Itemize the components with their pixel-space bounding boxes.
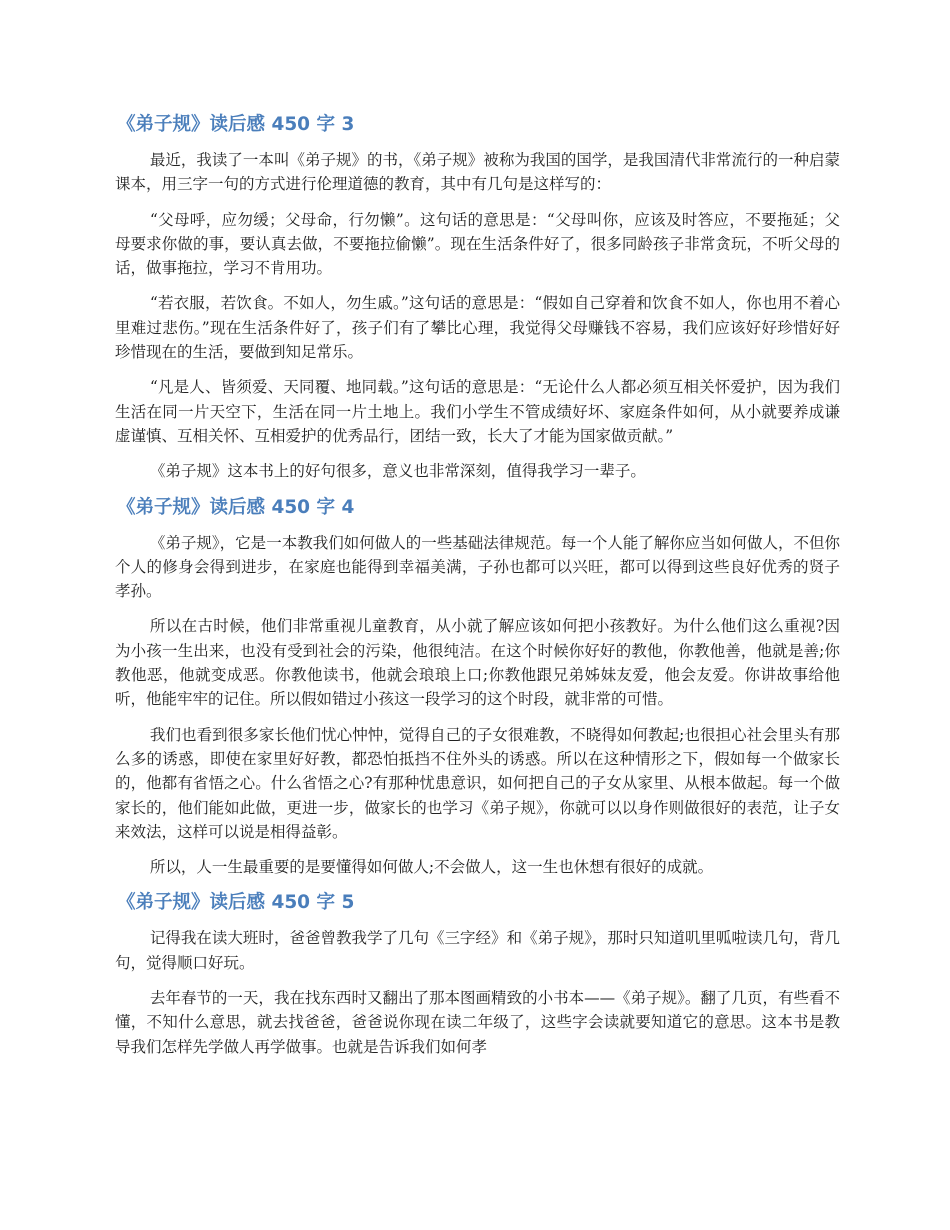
section-title: 《弟子规》读后感 450 字 5 <box>117 892 355 914</box>
paragraph: 我们也看到很多家长他们忧心忡忡，觉得自己的子女很难教，不晓得如何教起;也很担心社会里头有那么多的诱惑，即使在家里好好教，都恐怕抵挡不住外头的诱惑。所以在这种情形之下，假如每一个做家长的，他都有省悟之心。什么省悟之心?有那种忧患意识，如何把自己的子女从家里、从根本做起。每一个做家长的，他们能如此做，更进一步，做家长的也学习《弟子规》，你就可以以身作则做很好的表范，让子女来效法，这样可以说是相得益彰。 <box>115 725 840 841</box>
section-title: 《弟子规》读后感 450 字 3 <box>117 114 355 135</box>
essay-section-4 <box>115 495 840 880</box>
essay-section-3 <box>115 112 840 484</box>
paragraph: 记得我在读大班时，爸爸曾教我学了几句《三字经》和《弟子规》，那时只知道叽里呱啦读几句，背几句，觉得顺口好玩。 <box>115 929 840 972</box>
paragraph: 最近，我读了一本叫《弟子规》的书，《弟子规》被称为我国的国学，是我国清代非常流行的一种启蒙课本，用三字一句的方式进行伦理道德的教育，其中有几句是这样写的： <box>115 151 840 194</box>
paragraph: 《弟子规》这本书上的好句很多，意义也非常深刻，值得我学习一辈子。 <box>149 462 646 481</box>
paragraph: “凡是人、皆须爱、天同覆、地同载。”这句话的意思是：“无论什么人都必须互相关怀爱护，因为我们生活在同一片天空下，生活在同一片土地上。我们小学生不管成绩好坏、家庭条件如何，从小就要养成谦虚谨慎、互相关怀、互相爱护的优秀品行，团结一致，长大了才能为国家做贡献。” <box>115 378 840 445</box>
paragraph: 去年春节的一天，我在找东西时又翻出了那本图画精致的小书本——《弟子规》。翻了几页，有些看不懂，不知什么意思，就去找爸爸，爸爸说你现在读二年级了，这些字会读就要知道它的意思。这本书是教导我们怎样先学做人再学做事。也就是告诉我们如何孝 <box>115 989 840 1056</box>
paragraph: “若衣服，若饮食。不如人，勿生戚。”这句话的意思是：“假如自己穿着和饮食不如人，你也用不着心里难过悲伤。”现在生活条件好了，孩子们有了攀比心理，我觉得父母赚钱不容易，我们应该好好珍惜好好珍惜现在的生活，要做到知足常乐。 <box>115 294 840 362</box>
essay-section-5 <box>115 890 840 1058</box>
paragraph: 所以，人一生最重要的是要懂得如何做人;不会做人，这一生也休想有很好的成就。 <box>149 858 714 877</box>
section-title: 《弟子规》读后感 450 字 4 <box>117 496 355 518</box>
paragraph: 《弟子规》，它是一本教我们如何做人的一些基础法律规范。每一个人能了解你应当如何做人，不但你个人的修身会得到进步，在家庭也能得到幸福美满，子孙也都可以兴旺，都可以得到这些良好优秀的贤子孝孙。 <box>115 533 840 601</box>
paragraph: “父母呼，应勿缓；父母命，行勿懒”。这句话的意思是：“父母叫你，应该及时答应，不要拖延；父母要求你做的事，要认真去做，不要拖拉偷懒”。现在生活条件好了，很多同龄孩子非常贪玩，不听父母的话，做事拖拉，学习不肯用功。 <box>115 210 840 278</box>
paragraph: 所以在古时候，他们非常重视儿童教育，从小就了解应该如何把小孩教好。为什么他们这么重视?因为小孩一生出来，也没有受到社会的污染，他很纯洁。在这个时候你好好的教他，你教他善，他就是善;你教他恶，他就变成恶。你教他读书，他就会琅琅上口;你教他跟兄弟姊妹友爱，他会友爱。你讲故事给他听，他能牢牢的记住。所以假如错过小孩这一段学习的这个时段，就非常的可惜。 <box>115 617 840 709</box>
